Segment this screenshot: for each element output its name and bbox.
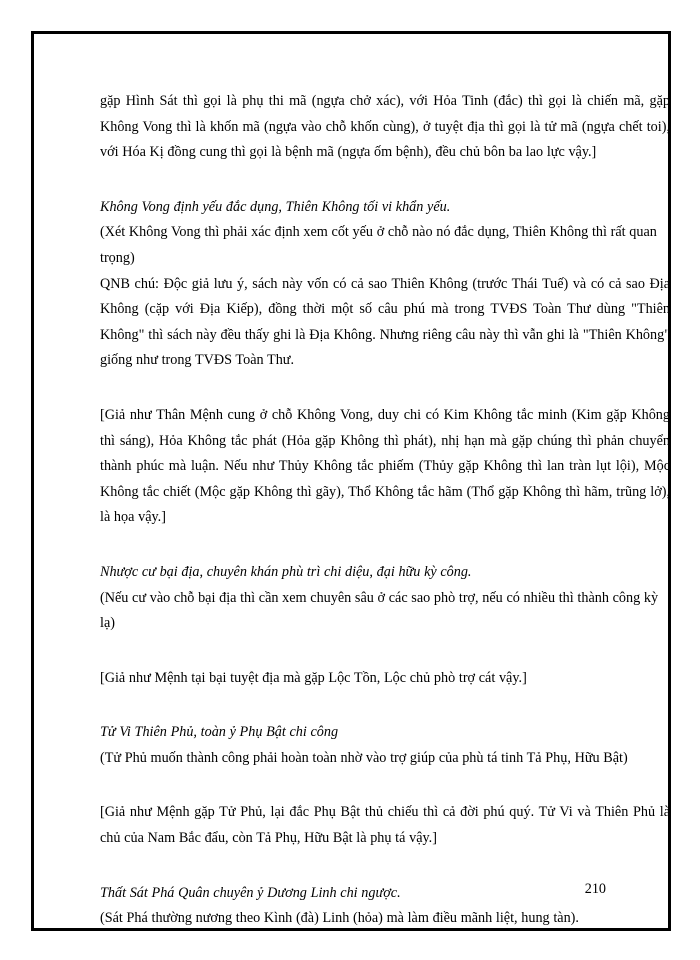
paragraph-spacer [100,166,670,195]
paragraph-tu-phu-phu-bat: [Giả như Mệnh gặp Tử Phủ, lại đắc Phụ Bật thủ chiếu thì cả đời phú quý. Tử Vi và Thiên Phủ là chủ của Nam Bắc đẩu, còn Tả Phụ, Hữu Bật là phụ tá vậy.] [100,804,670,847]
paragraph-spacer [100,771,670,800]
paragraph-spacer [100,374,670,403]
page-border-frame [31,31,671,931]
paragraph-spacer [100,691,670,720]
qnb-editor-note: QNB chú: Độc giả lưu ý, sách này vốn có cả sao Thiên Không (trước Thái Tuế) và có cả sao Địa Không (cặp với Địa Kiếp), đồng thời một số câu phú mà trong TVĐS Toàn Thư dùng "Thiên Không" thì sách này đều thấy ghi là Địa Không. Nhưng riêng câu này thì vẫn ghi là "Thiên Không" giống như trong TVĐS Toàn Thư. [100,275,670,369]
gloss-bai-dia: (Nếu cư vào chỗ bại địa thì cần xem chuyên sâu ở các sao phò trợ, nếu có nhiều thì thành công kỳ lạ) [100,589,659,632]
paragraph-horse-types: gặp Hình Sát thì gọi là phụ thi mã (ngựa chở xác), với Hỏa Tinh (đắc) thì gọi là chiến mã, gặp Không Vong thì là khốn mã (ngựa vào chỗ khốn cùng), ở tuyệt địa thì gọi là tử mã (ngựa chết toi), với Hóa Kị đồng cung thì gọi là bệnh mã (ngựa ốm bệnh), đều chủ bôn ba lao lực vậy.] [100,93,670,161]
paragraph-loc-ton: [Giả như Mệnh tại bại tuyệt địa mà gặp Lộc Tồn, Lộc chủ phò trợ cát vậy.] [100,669,527,686]
verse-that-sat-pha-quan: Thất Sát Phá Quân chuyên ỷ Dương Linh chi ngược. [100,884,401,901]
page-number: 210 [584,880,606,897]
paragraph-spacer [100,637,670,666]
gloss-khong-vong: (Xét Không Vong thì phải xác định xem cốt yếu ở chỗ nào nó đắc dụng, Thiên Không thì rất quan trọng) [100,224,657,266]
verse-khong-vong: Không Vong định yếu đắc dụng, Thiên Không tối vi khẩn yếu. [100,198,451,215]
gloss-that-sat-pha-quan: (Sát Phá thường nương theo Kình (đà) Linh (hỏa) mà làm điều mãnh liệt, hung tàn). [100,910,579,927]
verse-tu-vi-thien-phu: Tử Vi Thiên Phủ, toàn ỷ Phụ Bật chi công [100,724,339,741]
verse-bai-dia: Nhược cư bại địa, chuyên khán phù trì chi diệu, đại hữu kỳ công. [100,563,472,580]
paragraph-spacer [100,852,670,881]
paragraph-five-elements-void: [Giả như Thân Mệnh cung ở chỗ Không Vong, duy chi có Kim Không tắc minh (Kim gặp Không thì sáng), Hỏa Không tắc phát (Hỏa gặp Không thì phát), nhị hạn mà gặp chúng thì phản chuyển thành phúc mà luận. Nếu như Thủy Không tắc phiếm (Thủy gặp Không thì lan tràn lụt lội), Mộc Không tắc chiết (Mộc gặp Không thì gãy), Thổ Không tắc hãm (Thổ gặp Không thì hãm, trũng lở), là họa vậy.] [100,406,670,526]
paragraph-spacer [100,531,670,560]
gloss-tu-vi-thien-phu: (Tử Phủ muốn thành công phải hoàn toàn nhờ vào trợ giúp của phù tá tinh Tả Phụ, Hữu Bật) [100,749,628,766]
page-content [100,89,670,932]
